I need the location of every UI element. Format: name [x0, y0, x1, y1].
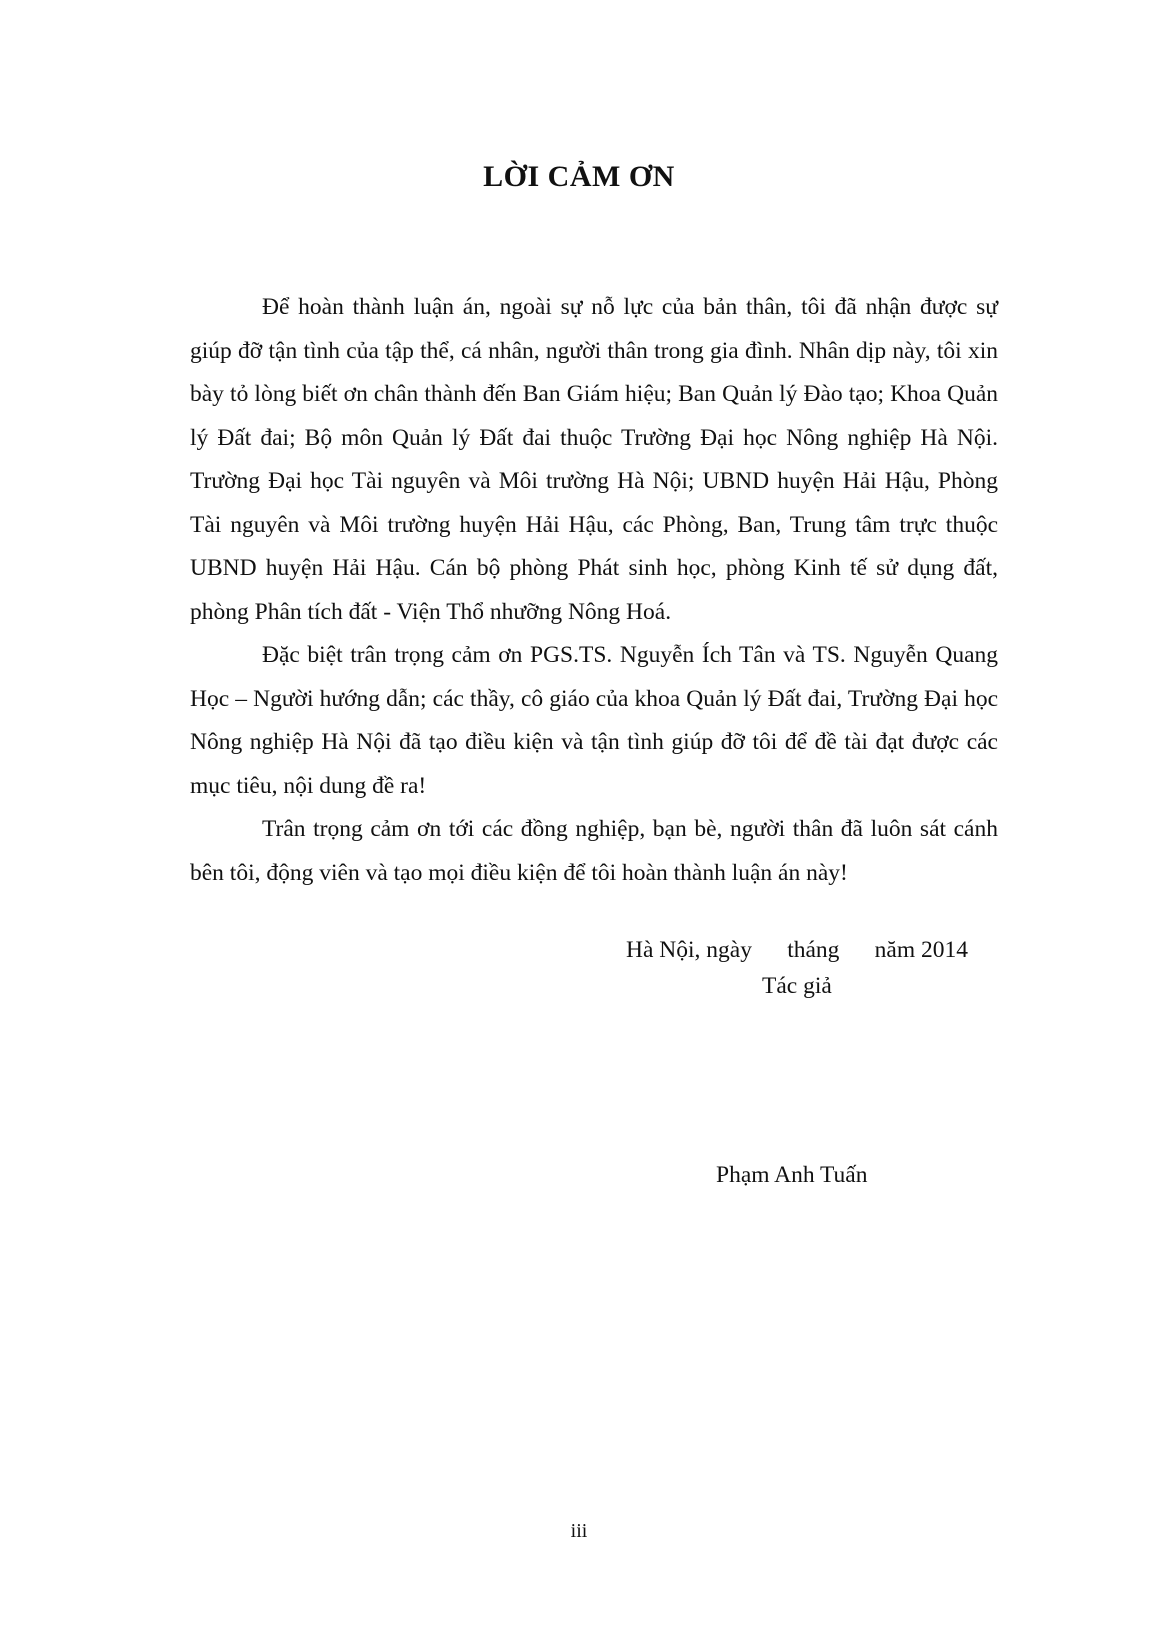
signature-role: Tác giả [762, 973, 832, 999]
paragraph-3: Trân trọng cảm ơn tới các đồng nghiệp, bạn bè, người thân đã luôn sát cánh bên tôi, động viên và tạo mọi điều kiện để tôi hoàn thành luận án này! [190, 816, 998, 886]
acknowledgement-body [190, 286, 998, 895]
page-title: LỜI CẢM ƠN [483, 160, 675, 193]
page-number: iii [570, 1520, 588, 1542]
signature-block [626, 932, 1006, 1004]
paragraph-1: Để hoàn thành luận án, ngoài sự nỗ lực của bản thân, tôi đã nhận được sự giúp đỡ tận tình của tập thể, cá nhân, người thân trong gia đình. Nhân dịp này, tôi xin bày tỏ lòng biết ơn chân thành đến Ban Giám hiệu; Ban Quản lý Đào tạo; Khoa Quản lý Đất đai; Bộ môn Quản lý Đất đai thuộc Trường Đại học Nông nghiệp Hà Nội. Trường Đại học Tài nguyên và Môi trường Hà Nội; UBND huyện Hải Hậu, Phòng Tài nguyên và Môi trường huyện Hải Hậu, các Phòng, Ban, Trung tâm trực thuộc UBND huyện Hải Hậu. Cán bộ phòng Phát sinh học, phòng Kinh tế sử dụng đất, phòng Phân tích đất - Viện Thổ nhưỡng Nông Hoá. [190, 294, 998, 625]
author-name: Phạm Anh Tuấn [716, 1162, 868, 1188]
signature-date: Hà Nội, ngày tháng năm 2014 [626, 937, 969, 963]
paragraph-2: Đặc biệt trân trọng cảm ơn PGS.TS. Nguyễn Ích Tân và TS. Nguyễn Quang Học – Người hướng dẫn; các thầy, cô giáo của khoa Quản lý Đất đai, Trường Đại học Nông nghiệp Hà Nội đã tạo điều kiện và tận tình giúp đỡ tôi để đề tài đạt được các mục tiêu, nội dung đề ra! [190, 642, 998, 799]
